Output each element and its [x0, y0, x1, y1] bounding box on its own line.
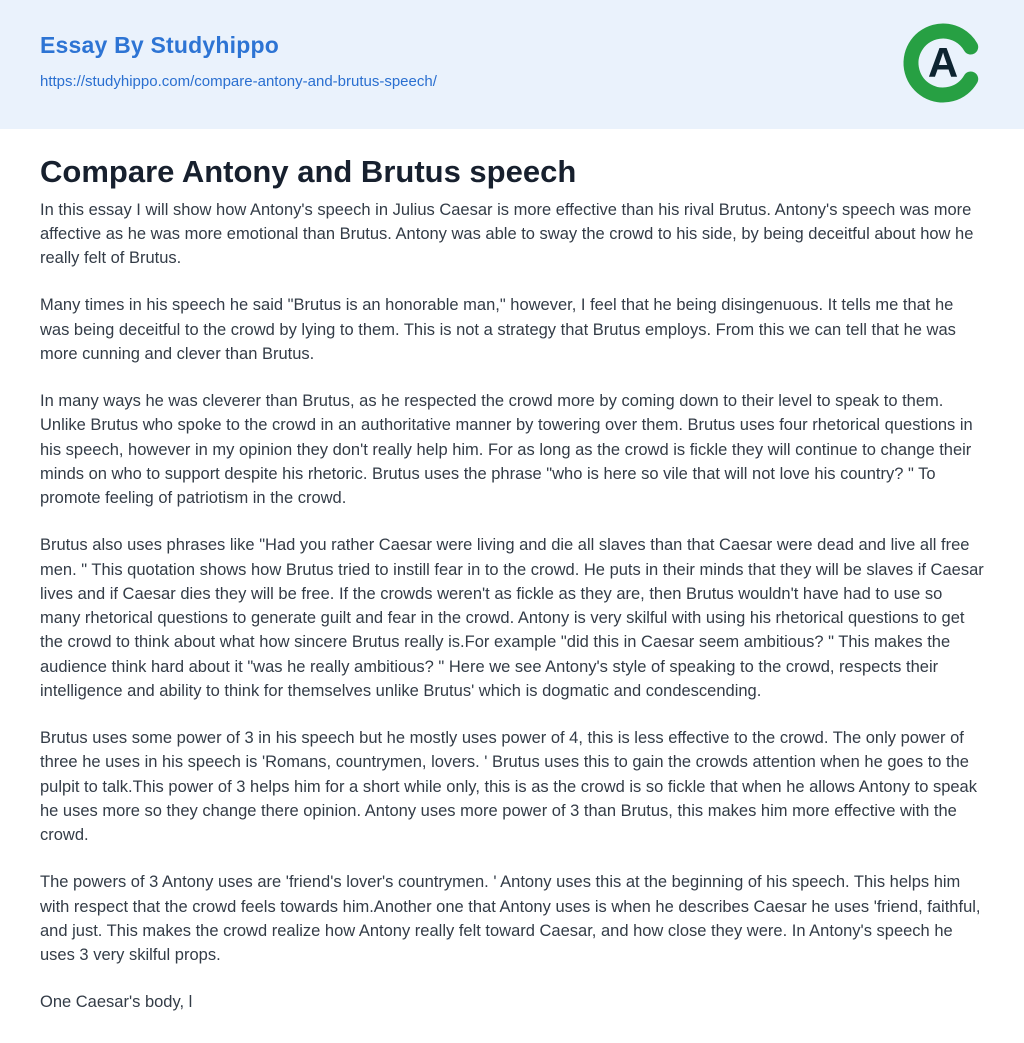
source-url-link[interactable]: https://studyhippo.com/compare-antony-and-brutus-speech/: [40, 73, 437, 90]
article: [0, 154, 1024, 1015]
paragraph: One Caesar's body, l: [40, 993, 193, 1012]
logo-icon: [901, 21, 985, 105]
page-header: [0, 0, 1024, 129]
paragraph: Many times in his speech he said "Brutus is an honorable man," however, I feel that he being disingenuous. It tells me that he was being deceitful to the crowd by lying to them. This is not a strategy that Brutus employs. From this we can tell that he was more cunning and clever than Brutus.: [40, 296, 956, 363]
paragraph: In many ways he was cleverer than Brutus, as he respected the crowd more by coming down to their level to speak to them. Unlike Brutus who spoke to the crowd in an authoritative manner by towering over them. Brutus uses four rhetorical questions in his speech, however in my opinion they don't really help him. For as long as the crowd is fickle they will continue to change their minds on who to support despite his rhetoric. Brutus uses the phrase "who is here so vile that will not love his country? " To promote feeling of patriotism in the crowd.: [40, 392, 973, 508]
site-title-link[interactable]: Essay By Studyhippo: [40, 32, 279, 58]
paragraph: In this essay I will show how Antony's speech in Julius Caesar is more effective than his rival Brutus. Antony's speech was more affective as he was more emotional than Brutus. Antony was able to sway the crowd to his side, by being deceitful about how he really felt of Brutus.: [40, 200, 974, 268]
svg-text:A: A: [927, 39, 959, 86]
paragraph: Brutus uses some power of 3 in his speech but he mostly uses power of 4, this is less effective to the crowd. The only power of three he uses in his speech is 'Romans, countrymen, lovers. ' Brutus uses this to gain the crowds attention when he goes to the pulpit to talk.This power of 3 helps him for a short while only, this is as the crowd is so fickle that when he allows Antony to speak he uses more so they change there opinion. Antony uses more power of 3 than Brutus, this makes him more effective with the crowd.: [40, 729, 977, 845]
paragraph: Brutus also uses phrases like "Had you rather Caesar were living and die all slaves than that Caesar were dead and live all free men. " This quotation shows how Brutus tried to instill fear in to the crowd. He puts in their minds that they will be slaves if Caesar lives and if Caesar dies they will be free. If the crowds weren't as fickle as they are, then Brutus wouldn't have had to use so many rhetorical questions to generate guilt and fear in the crowd. Antony is very skilful with using his rhetorical questions to get the crowd to think about what how sincere Brutus really is.For example "did this in Caesar seem ambitious? " This makes the audience think hard about it "was he really ambitious? " Here we see Antony's style of speaking to the crowd, respects their intelligence and ability to think for themselves unlike Brutus' which is dogmatic and condescending.: [40, 536, 984, 700]
article-title: Compare Antony and Brutus speech: [40, 154, 577, 189]
article-body: [40, 198, 984, 1015]
studyhippo-logo[interactable]: [901, 21, 985, 105]
paragraph: The powers of 3 Antony uses are 'friend's lover's countrymen. ' Antony uses this at the beginning of his speech. This helps him with respect that the crowd feels towards him.Another one that Antony uses is when he describes Caesar he uses 'friend, faithful, and just. This makes the crowd realize how Antony really felt toward Caesar, and how close they were. In Antony's speech he uses 3 very skilful props.: [40, 873, 981, 965]
